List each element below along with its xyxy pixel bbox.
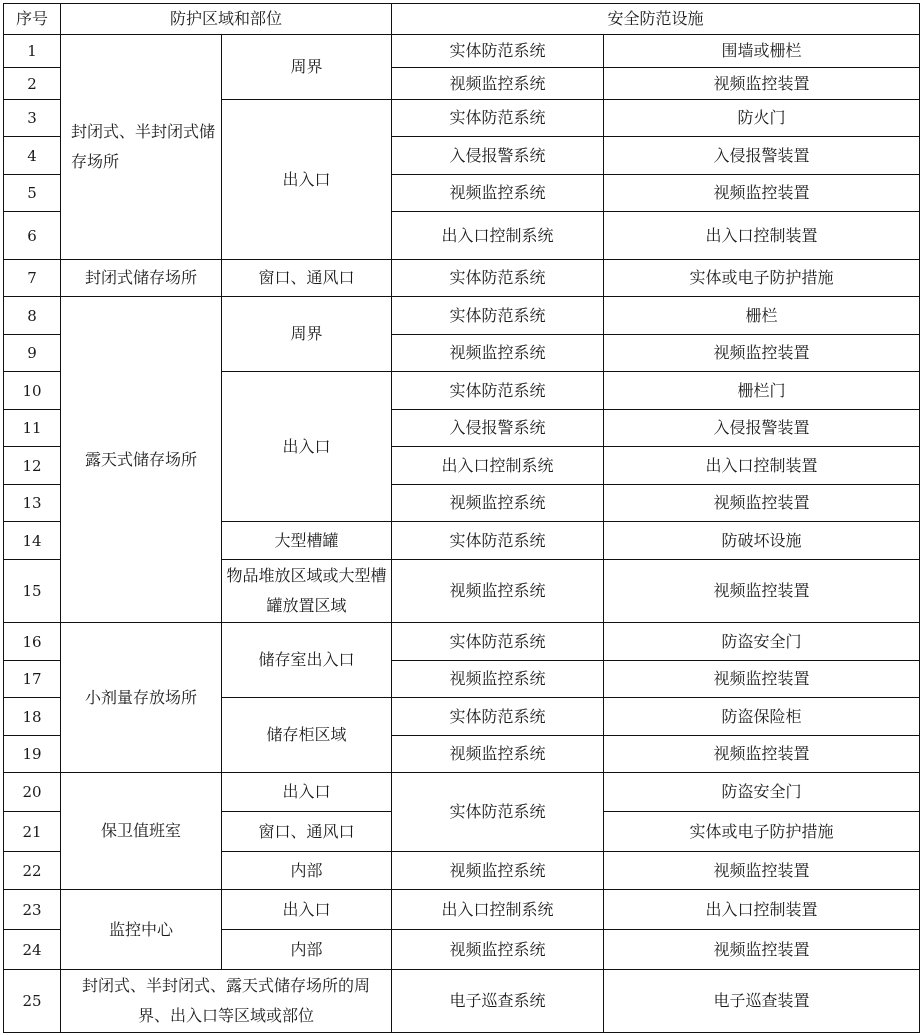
row-number: 15 [4,560,61,623]
row-number: 1 [4,35,61,68]
part-cell: 窗口、通风口 [222,812,392,852]
system-cell: 实体防范系统 [392,623,604,661]
part-cell: 周界 [222,35,392,100]
group-cell: 封闭式、半封闭式、露天式储存场所的周界、出入口等区域或部位 [61,970,392,1033]
system-cell: 视频监控系统 [392,485,604,522]
header-area: 防护区域和部位 [61,4,392,35]
device-cell: 栅栏 [604,297,920,335]
device-cell: 视频监控装置 [604,930,920,970]
row-number: 10 [4,372,61,410]
part-cell: 物品堆放区域或大型槽罐放置区域 [222,560,392,623]
row-number: 3 [4,100,61,137]
security-facilities-table-container [3,3,920,1033]
row-number: 12 [4,447,61,485]
system-cell: 视频监控系统 [392,661,604,698]
part-cell: 出入口 [222,890,392,930]
row-number: 21 [4,812,61,852]
row-number: 18 [4,698,61,736]
row-number: 2 [4,68,61,100]
system-cell: 视频监控系统 [392,560,604,623]
system-cell: 出入口控制系统 [392,890,604,930]
row-number: 13 [4,485,61,522]
system-cell: 视频监控系统 [392,736,604,773]
device-cell: 实体或电子防护措施 [604,260,920,297]
device-cell: 视频监控装置 [604,560,920,623]
system-cell: 出入口控制系统 [392,212,604,260]
device-cell: 防火门 [604,100,920,137]
device-cell: 实体或电子防护措施 [604,812,920,852]
row-number: 24 [4,930,61,970]
table-row [4,260,920,297]
group-cell: 监控中心 [61,890,222,970]
group-cell: 封闭式储存场所 [61,260,222,297]
part-cell: 窗口、通风口 [222,260,392,297]
row-number: 16 [4,623,61,661]
device-cell: 视频监控装置 [604,335,920,372]
part-cell: 储存室出入口 [222,623,392,698]
row-number: 23 [4,890,61,930]
row-number: 6 [4,212,61,260]
row-number: 4 [4,137,61,175]
row-number: 11 [4,410,61,447]
device-cell: 防盗安全门 [604,623,920,661]
system-cell: 实体防范系统 [392,773,604,852]
row-number: 5 [4,175,61,212]
system-cell: 视频监控系统 [392,68,604,100]
device-cell: 视频监控装置 [604,175,920,212]
part-cell: 出入口 [222,100,392,260]
table-row [4,35,920,68]
system-cell: 出入口控制系统 [392,447,604,485]
row-number: 9 [4,335,61,372]
device-cell: 视频监控装置 [604,852,920,890]
row-number: 22 [4,852,61,890]
part-cell: 出入口 [222,773,392,812]
table-row [4,623,920,661]
system-cell: 实体防范系统 [392,522,604,560]
device-cell: 电子巡查装置 [604,970,920,1033]
device-cell: 视频监控装置 [604,661,920,698]
device-cell: 入侵报警装置 [604,410,920,447]
security-facilities-table [3,3,920,1033]
header-row [4,4,920,35]
device-cell: 防盗保险柜 [604,698,920,736]
row-number: 17 [4,661,61,698]
header-facility: 安全防范设施 [392,4,920,35]
device-cell: 出入口控制装置 [604,212,920,260]
row-number: 7 [4,260,61,297]
part-cell: 内部 [222,930,392,970]
device-cell: 栅栏门 [604,372,920,410]
system-cell: 实体防范系统 [392,372,604,410]
row-number: 20 [4,773,61,812]
group-cell: 露天式储存场所 [61,297,222,623]
system-cell: 实体防范系统 [392,260,604,297]
row-number: 14 [4,522,61,560]
system-cell: 视频监控系统 [392,335,604,372]
device-cell: 围墙或栅栏 [604,35,920,68]
system-cell: 实体防范系统 [392,297,604,335]
device-cell: 视频监控装置 [604,736,920,773]
device-cell: 防盗安全门 [604,773,920,812]
table-row [4,970,920,1033]
system-cell: 视频监控系统 [392,175,604,212]
part-cell: 周界 [222,297,392,372]
header-seq: 序号 [4,4,61,35]
part-cell: 内部 [222,852,392,890]
system-cell: 视频监控系统 [392,930,604,970]
row-number: 19 [4,736,61,773]
part-cell: 大型槽罐 [222,522,392,560]
system-cell: 视频监控系统 [392,852,604,890]
device-cell: 视频监控装置 [604,485,920,522]
device-cell: 视频监控装置 [604,68,920,100]
system-cell: 实体防范系统 [392,698,604,736]
table-row [4,890,920,930]
part-cell: 储存柜区域 [222,698,392,773]
device-cell: 出入口控制装置 [604,447,920,485]
device-cell: 入侵报警装置 [604,137,920,175]
group-cell: 小剂量存放场所 [61,623,222,773]
table-row [4,297,920,335]
row-number: 25 [4,970,61,1033]
device-cell: 防破坏设施 [604,522,920,560]
group-cell: 封闭式、半封闭式储存场所 [61,35,222,260]
group-cell: 保卫值班室 [61,773,222,890]
part-cell: 出入口 [222,372,392,522]
system-cell: 入侵报警系统 [392,410,604,447]
system-cell: 实体防范系统 [392,100,604,137]
row-number: 8 [4,297,61,335]
system-cell: 实体防范系统 [392,35,604,68]
system-cell: 入侵报警系统 [392,137,604,175]
system-cell: 电子巡查系统 [392,970,604,1033]
table-row [4,773,920,812]
device-cell: 出入口控制装置 [604,890,920,930]
